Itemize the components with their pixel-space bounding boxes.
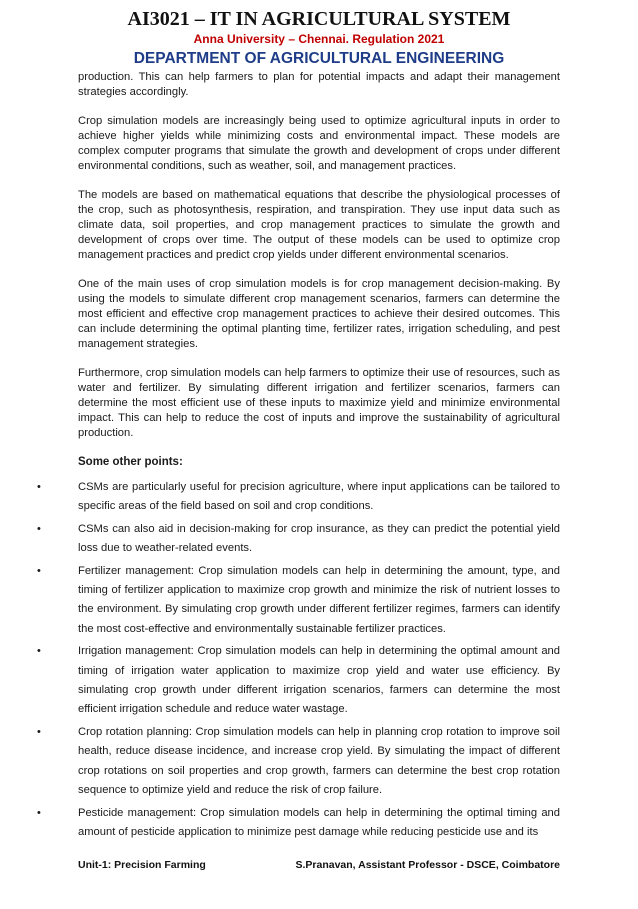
list-item — [37, 478, 560, 517]
list-item — [37, 804, 560, 843]
bullet-list — [37, 478, 560, 842]
university-line: Anna University – Chennai. Regulation 2021 — [193, 32, 445, 46]
list-item — [37, 642, 560, 720]
list-item-text: Irrigation management: Crop simulation models can help in determining the optimal amount and timing of irrigation water application to maximize crop yield and water use efficiency. By simulating crop growth under different irrigation scenarios, farmers can determine the most efficient irrigation schedule and reduce water wastage. — [78, 645, 560, 716]
bullet-icon: • — [37, 522, 41, 535]
list-item-text: Crop rotation planning: Crop simulation models can help in planning crop rotation to improve soil health, reduce disease incidence, and increase crop yield. By simulating the impact of different crop rotations on soil properties and crop growth, farmers can determine the best crop rotation sequence to optimize yield and reduce the risk of crop failure. — [78, 725, 560, 797]
footer-unit: Unit-1: Precision Farming — [78, 859, 206, 871]
section-subheading: Some other points: — [78, 456, 183, 468]
list-item — [37, 520, 560, 559]
page-header — [0, 7, 638, 68]
footer-author: S.Pranavan, Assistant Professor - DSCE, Coimbatore — [295, 859, 560, 871]
list-item-text: CSMs are particularly useful for precision agriculture, where input applications can be tailored to specific areas of the field based on soil and crop conditions. — [78, 481, 560, 513]
list-item — [37, 723, 560, 801]
paragraph: Furthermore, crop simulation models can help farmers to optimize their use of resources, such as water and fertilizer. By simulating different irrigation and fertilizer scenarios, farmers can determine the most efficient use of these inputs to maximize yield and minimize environmental impact. This can help to reduce the cost of inputs and improve the sustainability of agricultural production. — [78, 367, 560, 439]
bullet-icon: • — [37, 564, 41, 577]
course-title: AI3021 – IT IN AGRICULTURAL SYSTEM — [127, 8, 511, 30]
list-item-text: Fertilizer management: Crop simulation models can help in determining the amount, type, and timing of fertilizer application to maximize crop growth and minimize the risk of nutrient losses to the environment. By simulating crop growth under different fertilizer regimes, farmers can identify the most cost-effective and environmentally sustainable fertilizer practices. — [78, 564, 560, 635]
paragraph: The models are based on mathematical equations that describe the physiological processes of the crop, such as photosynthesis, respiration, and transpiration. They use input data such as climate data, soil properties, and crop management practices to simulate the growth and development of crops over time. The output of these models can be used to optimize crop management practices and predict crop yields under different environmental scenarios. — [78, 189, 560, 261]
list-item — [37, 562, 560, 640]
page-content — [37, 70, 560, 845]
department-title: DEPARTMENT OF AGRICULTURAL ENGINEERING — [133, 50, 505, 67]
list-item-text: CSMs can also aid in decision-making for crop insurance, as they can predict the potential yield loss due to weather-related events. — [78, 522, 560, 555]
paragraph: Crop simulation models are increasingly being used to optimize agricultural inputs in order to achieve higher yields while minimizing costs and environmental impact. These models are complex computer programs that simulate the growth and development of crops under different environmental conditions, such as weather, soil, and management practices. — [78, 115, 560, 172]
page-footer — [78, 859, 560, 871]
list-item-text: Pesticide management: Crop simulation models can help in determining the optimal timing and amount of pesticide application to minimize pest damage while reducing pesticide use and its — [78, 806, 560, 838]
bullet-icon: • — [37, 645, 41, 658]
bullet-icon: • — [37, 806, 41, 819]
paragraph: One of the main uses of crop simulation models is for crop management decision-making. By using the models to simulate different crop management scenarios, farmers can determine the most efficient and effective crop management practices to achieve their desired outcomes. This can include determining the optimal planting time, fertilizer rates, irrigation scheduling, and pest management strategies. — [78, 278, 560, 350]
bullet-icon: • — [37, 481, 41, 493]
bullet-icon: • — [37, 725, 41, 738]
paragraph: production. This can help farmers to plan for potential impacts and adapt their management strategies accordingly. — [78, 71, 560, 98]
